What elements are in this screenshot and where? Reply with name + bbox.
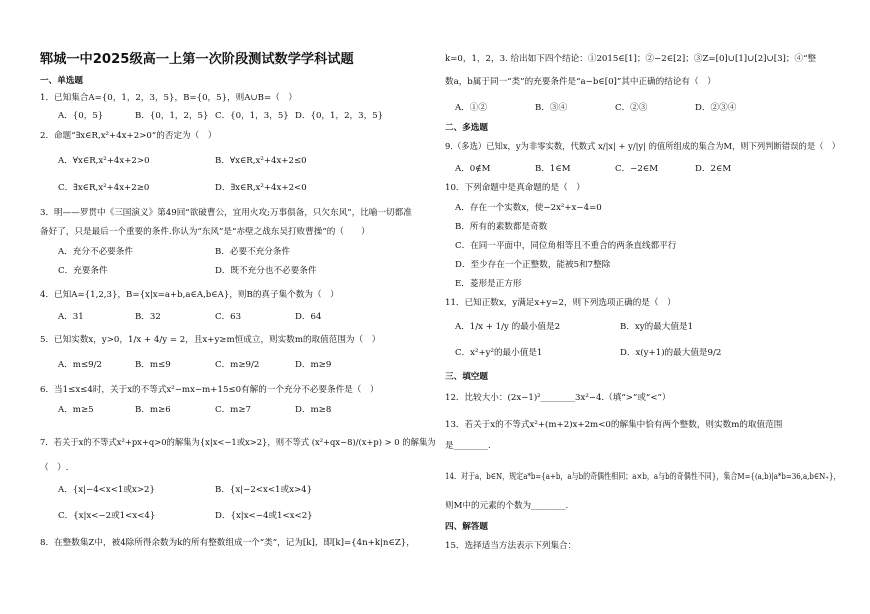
q8-option-b: B．③④ — [535, 103, 568, 113]
q7-option-c: C．{x|x<−2或1<x<4} — [58, 511, 156, 521]
section-fill-blank: 三、填空题 — [445, 372, 488, 382]
q7-option-a: A．{x|−4<x<1或x>2} — [58, 485, 155, 495]
q5-stem: 5．已知实数x，y>0，1/x + 4/y = 2，且x+y≥m恒成立，则实数m的取值范围为（ ） — [40, 335, 381, 345]
q3-option-d: D．既不充分也不必要条件 — [215, 266, 317, 276]
q10-option-a: A．存在一个实数x，使−2x²+x−4=0 — [455, 203, 602, 213]
q5-option-d: D．m≥9 — [295, 360, 332, 370]
q11-option-c: C．x²+y²的最小值是1 — [455, 348, 543, 358]
q15-stem: 15．选择适当方法表示下列集合： — [445, 541, 577, 551]
q11-option-d: D．x(y+1)的最大值是9/2 — [620, 348, 722, 358]
q1-option-d: D．{0，1，2，3，5} — [295, 111, 384, 121]
section-single-choice: 一、单选题 — [40, 76, 83, 86]
q6-stem: 6．当1≤x≤4时，关于x的不等式x²−mx−m+15≤0有解的一个充分不必要条件是（ ） — [40, 385, 379, 395]
q8-option-a: A．①② — [455, 103, 487, 113]
q5-option-b: B．m≤9 — [135, 360, 171, 370]
q11-option-a: A．1/x + 1/y 的最小值是2 — [455, 322, 561, 332]
q8-option-c: C．②③ — [615, 103, 648, 113]
q9-option-b: B．1∈M — [535, 164, 571, 174]
q2-option-c: C．∃x∈R,x²+4x+2≥0 — [58, 183, 150, 193]
q10-option-d: D．至少存在一个正整数，能被5和7整除 — [455, 260, 611, 270]
q6-option-d: D．m≥8 — [295, 405, 332, 415]
q4-option-d: D．64 — [295, 312, 322, 322]
q5-option-a: A．m≤9/2 — [58, 360, 102, 370]
q3-line2: 备好了，只是最后一个重要的条件.你认为“东风”是“赤壁之战东吴打败曹操”的（ ） — [40, 227, 370, 237]
q1-option-a: A．{0，5} — [58, 111, 104, 121]
q3-option-a: A．充分不必要条件 — [58, 247, 133, 257]
q8-line1: 8．在整数集Z中，被4除所得余数为k的所有整数组成一个“类”，记为[k]，即[k]={4n+k|n∈Z}， — [40, 538, 415, 548]
q1-option-c: C．{0，1，3，5} — [215, 111, 289, 121]
q6-option-a: A．m≥5 — [58, 405, 94, 415]
q13-line1: 13．若关于x的不等式x²+(m+2)x+2m<0的解集中恰有两个整数，则实数m的取值范围 — [445, 420, 783, 430]
q3-option-b: B．必要不充分条件 — [215, 247, 291, 257]
q10-stem: 10．下列命题中是真命题的是（ ） — [445, 183, 585, 193]
q6-option-c: C．m≥7 — [215, 405, 251, 415]
q9-option-a: A．0∉M — [455, 164, 491, 174]
q2-option-b: B．∀x∈R,x²+4x+2≤0 — [215, 156, 307, 166]
q9-stem: 9.（多选）已知x，y为非零实数，代数式 x/|x| + y/|y| 的值所组成的集合为M，则下列判断错误的是（ ） — [445, 142, 841, 152]
q11-stem: 11．已知正数x，y满足x+y=2，则下列选项正确的是（ ） — [445, 298, 676, 308]
q4-option-c: C．63 — [215, 312, 242, 322]
q10-option-e: E．菱形是正方形 — [455, 279, 522, 289]
section-multi-choice: 二、多选题 — [445, 123, 488, 133]
q10-option-b: B．所有的素数都是奇数 — [455, 222, 548, 232]
q8-option-d: D．②③④ — [695, 103, 737, 113]
section-answer: 四、解答题 — [445, 522, 488, 532]
q13-line2: 是________. — [445, 441, 491, 451]
q7-line2: （ ）. — [40, 463, 69, 473]
q2-option-a: A．∀x∈R,x²+4x+2>0 — [58, 156, 150, 166]
q11-option-b: B．xy的最大值是1 — [620, 322, 694, 332]
q4-stem: 4．已知A={1,2,3}，B={x|x=a+b,a∈A,b∈A}，则B的真子集个数为（ ） — [40, 290, 339, 300]
q14-line2: 则M中的元素的个数为________. — [445, 501, 569, 511]
q7-option-b: B．{x|−2<x<1或x>4} — [215, 485, 313, 495]
q12-stem: 12．比较大小：(2x−1)²________3x²−4.（填“>”或“<”） — [445, 393, 671, 403]
q4-option-a: A．31 — [58, 312, 84, 322]
q7-option-d: D．{x|x<−4或1<x<2} — [215, 511, 313, 521]
q3-option-c: C．充要条件 — [58, 266, 108, 276]
q8-line3: 数a，b属于同一“类”的充要条件是“a−b∈[0]”其中正确的结论有（ ） — [445, 77, 716, 87]
q7-line1: 7．若关于x的不等式x²+px+q>0的解集为{x|x<−1或x>2}，则不等式 (x²+qx−8)/(x+p) > 0 的解集为 — [40, 438, 436, 448]
q3-line1: 3．明——罗贯中《三国演义》第49回“欲破曹公，宜用火攻;万事俱备，只欠东风”，比喻一切都准 — [40, 208, 412, 218]
q2-stem: 2．命题“∃x∈R,x²+4x+2>0”的否定为（ ） — [40, 131, 217, 141]
q2-option-d: D．∃x∈R,x²+4x+2<0 — [215, 183, 307, 193]
q5-option-c: C．m≥9/2 — [215, 360, 260, 370]
q14-rule: 14．对于a，b∈N，规定a*b={a+b，a与b的奇偶性相同；a×b，a与b的奇偶性不同}，集合M={(a,b)|a*b=36,a,b∈N₊}， — [445, 472, 841, 482]
q9-option-d: D．2∈M — [695, 164, 732, 174]
q8-line2: k=0，1，2，3. 给出如下四个结论：①2015∈[1]；②−2∈[2]；③Z=[0]∪[1]∪[2]∪[3]；④“整 — [445, 54, 817, 64]
q1-stem: 1．已知集合A={0，1，2，3，5}，B={0，5}，则A∪B=（ ） — [40, 93, 297, 103]
q6-option-b: B．m≥6 — [135, 405, 171, 415]
q10-option-c: C．在同一平面中，同位角相等且不重合的两条直线都平行 — [455, 241, 677, 251]
page-title: 郓城一中2025级高一上第一次阶段测试数学学科试题 — [40, 52, 354, 67]
q1-option-b: B．{0，1，2，5} — [135, 111, 209, 121]
q4-option-b: B．32 — [135, 312, 161, 322]
q9-option-c: C．−2∈M — [615, 164, 658, 174]
